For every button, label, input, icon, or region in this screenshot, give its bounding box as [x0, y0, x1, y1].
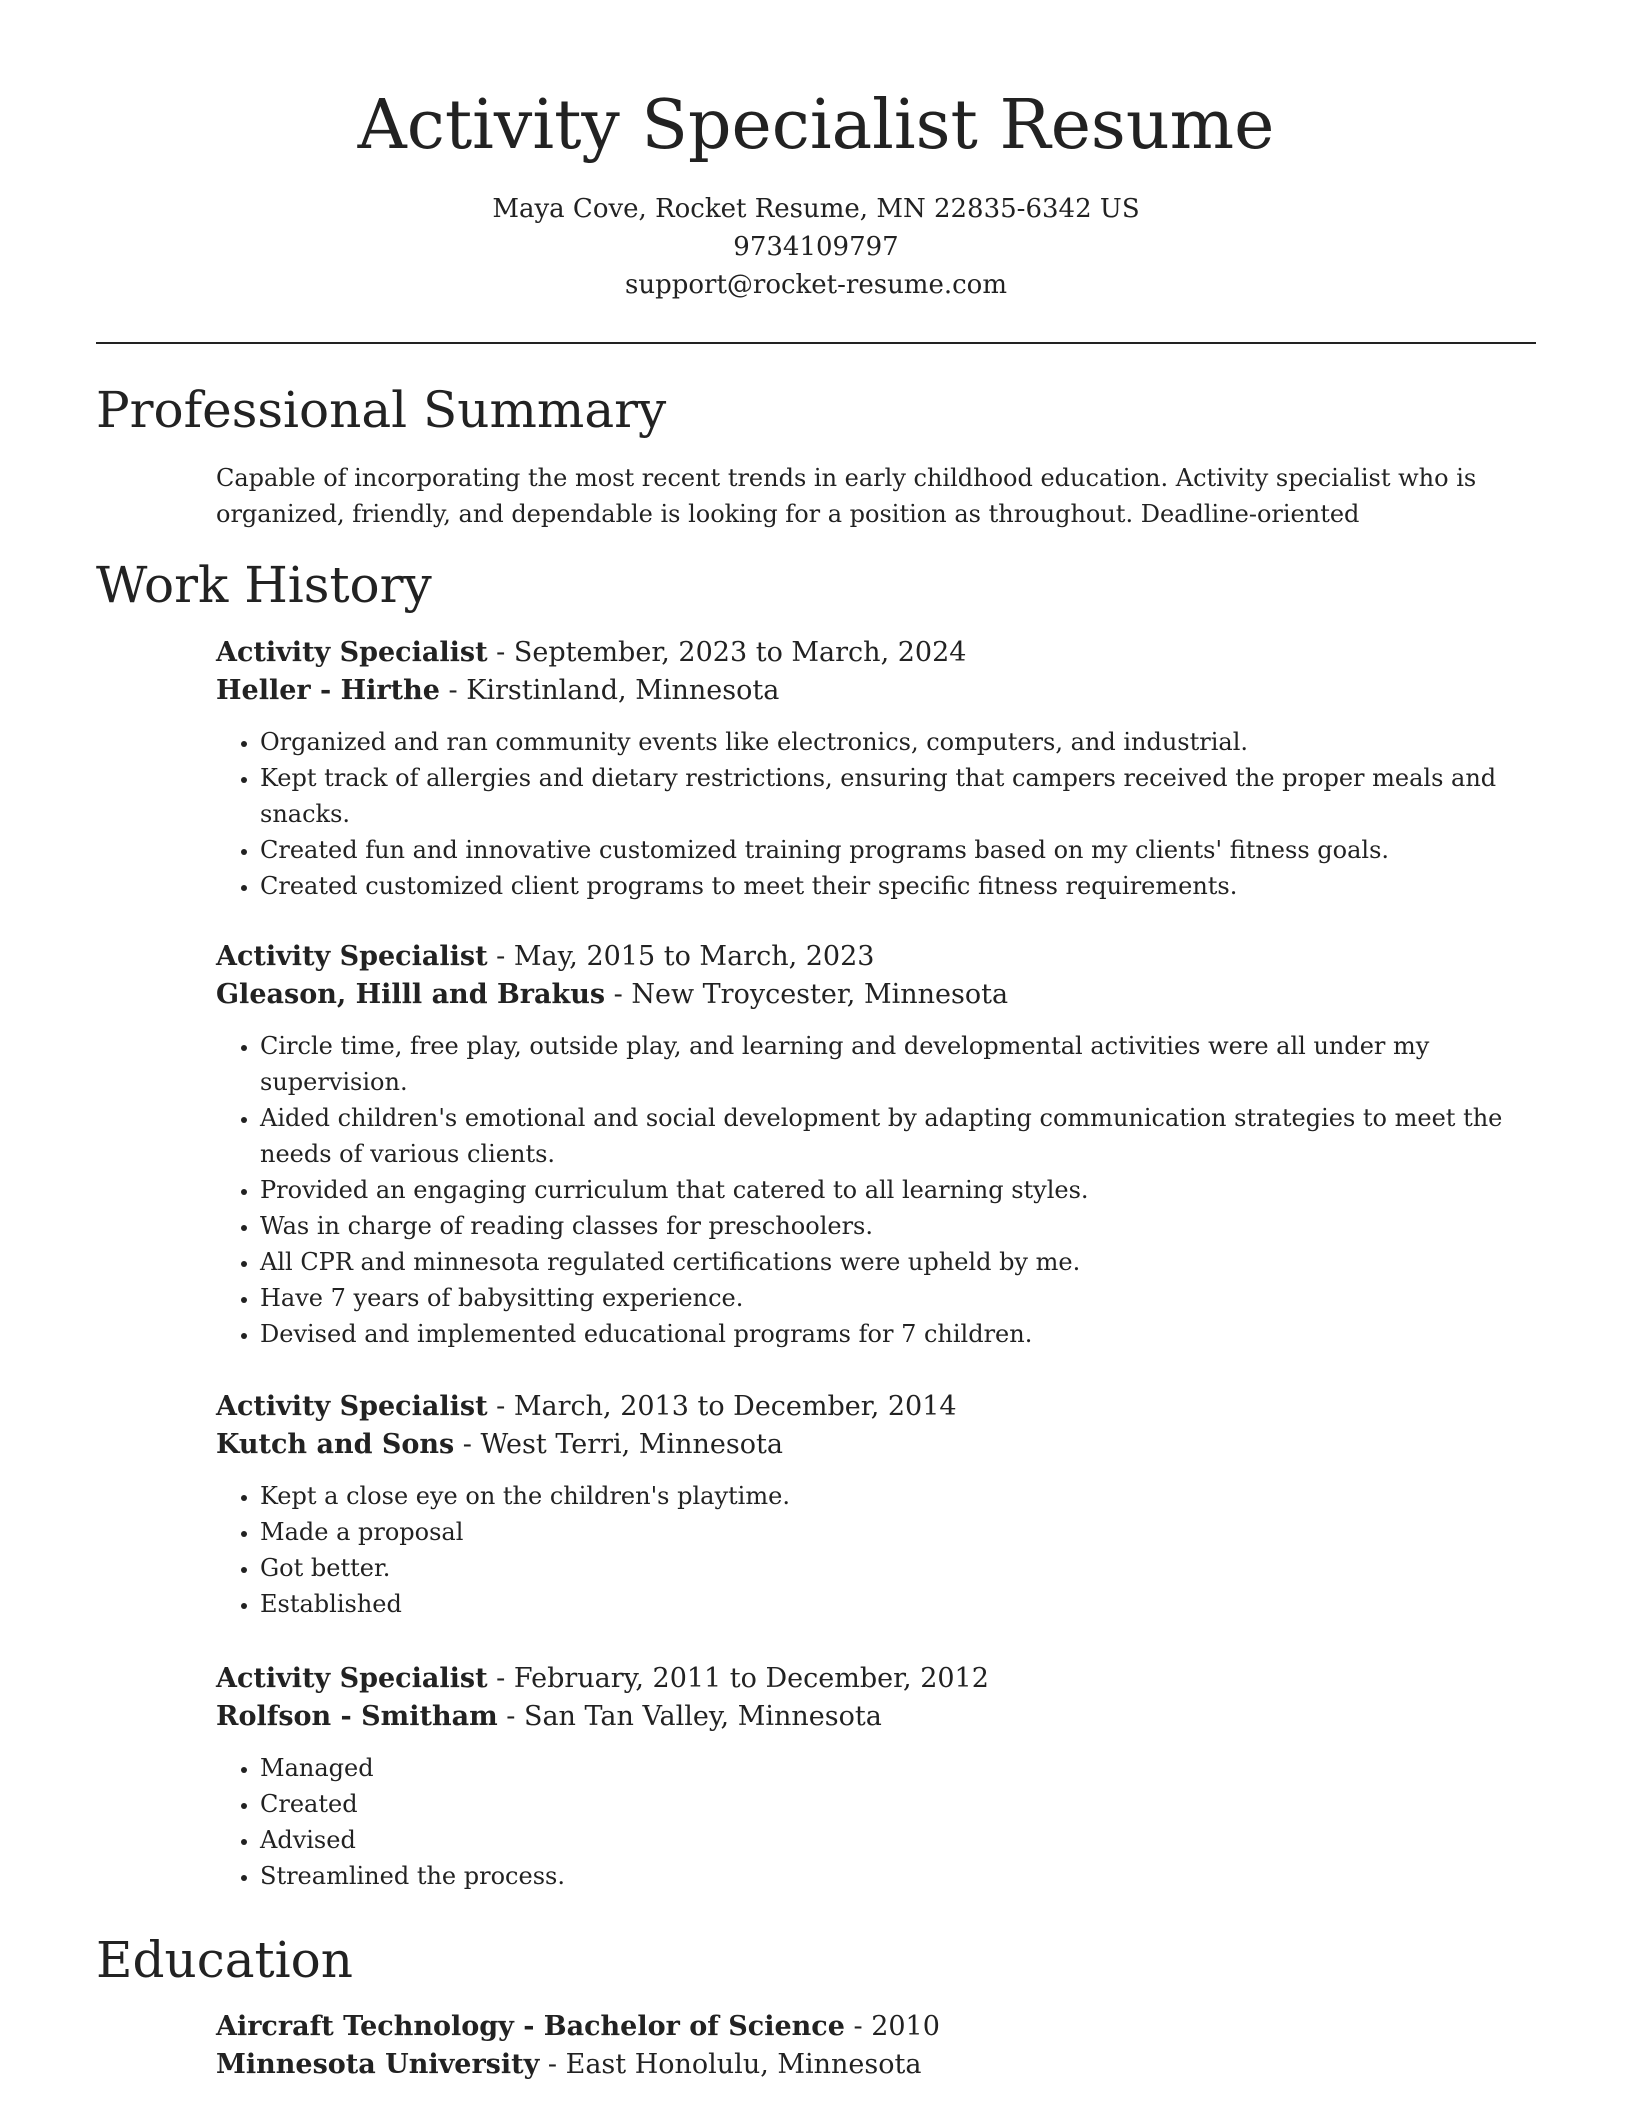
contact-phone: 9734109797: [733, 232, 899, 262]
job-bullet: • Was in charge of reading classes for preschoolers.: [260, 1208, 1516, 1244]
job-bullet: • Devised and implemented educational programs for 7 children.: [260, 1316, 1516, 1352]
job-bullet: • Aided children's emotional and social development by adapting communication strategies to meet the needs of various clients.: [260, 1100, 1516, 1172]
job-bullet: • All CPR and minnesota regulated certifications were upheld by me.: [260, 1244, 1516, 1280]
education-degree: Aircraft Technology - Bachelor of Science: [216, 2011, 845, 2042]
job-company-line: [216, 1698, 1516, 1736]
job-location: - San Tan Valley, Minnesota: [506, 1701, 882, 1732]
job-location: - Kirstinland, Minnesota: [448, 675, 780, 706]
job-bullet: • Have 7 years of babysitting experience.: [260, 1280, 1516, 1316]
job-title-line: [216, 1388, 1516, 1426]
job-bullet-list: [216, 1750, 1516, 1894]
job-company-line: [216, 1426, 1516, 1464]
job-company: Kutch and Sons: [216, 1429, 455, 1460]
job-title-line: [216, 938, 1516, 976]
header-divider: [96, 342, 1536, 344]
job-company-line: [216, 672, 1516, 710]
job-location: - West Terri, Minnesota: [462, 1429, 783, 1460]
job-bullet-list: [216, 1478, 1516, 1622]
job-bullet: • Streamlined the process.: [260, 1858, 1516, 1894]
job-company-line: [216, 976, 1516, 1014]
contact-block: [0, 190, 1632, 304]
job-bullet: • Provided an engaging curriculum that catered to all learning styles.: [260, 1172, 1516, 1208]
job-title: Activity Specialist: [216, 1391, 488, 1422]
work-entry: [216, 634, 1516, 904]
job-dates: - September, 2023 to March, 2024: [496, 637, 967, 668]
job-title: Activity Specialist: [216, 1663, 488, 1694]
work-entry: [216, 1660, 1516, 1894]
job-bullet: • Managed: [260, 1750, 1516, 1786]
education-year: - 2010: [853, 2011, 940, 2042]
job-bullet: • Circle time, free play, outside play, and learning and developmental activities were all under my supervision.: [260, 1028, 1516, 1100]
job-bullet: • Created customized client programs to meet their specific fitness requirements.: [260, 868, 1516, 904]
job-dates: - May, 2015 to March, 2023: [496, 941, 875, 972]
job-bullet: • Made a proposal: [260, 1514, 1516, 1550]
job-title: Activity Specialist: [216, 637, 488, 668]
contact-email: support@rocket-resume.com: [624, 270, 1007, 300]
education-heading: Education: [96, 1931, 353, 1989]
job-company: Rolfson - Smitham: [216, 1701, 498, 1732]
job-title: Activity Specialist: [216, 941, 488, 972]
job-dates: - March, 2013 to December, 2014: [496, 1391, 957, 1422]
summary-heading: Professional Summary: [96, 381, 667, 439]
job-title-line: [216, 634, 1516, 672]
job-bullet-list: [216, 1028, 1516, 1352]
job-bullet-list: [216, 724, 1516, 904]
resume-title: Activity Specialist Resume: [357, 86, 1275, 165]
summary-text: Capable of incorporating the most recent trends in early childhood education. Activity specialist who is organized, friendly, and dependable is looking for a position as throughout. Deadline-oriented: [216, 464, 1477, 528]
job-bullet: • Kept a close eye on the children's playtime.: [260, 1478, 1516, 1514]
work-entry: [216, 1388, 1516, 1622]
education-school: Minnesota University: [216, 2049, 540, 2080]
job-company: Gleason, Hilll and Brakus: [216, 979, 606, 1010]
job-bullet: • Advised: [260, 1822, 1516, 1858]
job-company: Heller - Hirthe: [216, 675, 440, 706]
work-entry: [216, 938, 1516, 1352]
work-history-heading: Work History: [96, 556, 432, 614]
job-title-line: [216, 1660, 1516, 1698]
job-bullet: • Kept track of allergies and dietary restrictions, ensuring that campers received the proper meals and snacks.: [260, 760, 1516, 832]
contact-address: Maya Cove, Rocket Resume, MN 22835-6342 US: [492, 194, 1140, 224]
job-bullet: • Established: [260, 1586, 1516, 1622]
job-location: - New Troycester, Minnesota: [613, 979, 1009, 1010]
education-degree-line: [216, 2008, 1516, 2046]
job-dates: - February, 2011 to December, 2012: [496, 1663, 989, 1694]
job-bullet: • Created: [260, 1786, 1516, 1822]
job-bullet: • Organized and ran community events like electronics, computers, and industrial.: [260, 724, 1516, 760]
education-entry: [216, 2008, 1516, 2084]
job-bullet: • Created fun and innovative customized training programs based on my clients' fitness goals.: [260, 832, 1516, 868]
education-location: - East Honolulu, Minnesota: [547, 2049, 922, 2080]
job-bullet: • Got better.: [260, 1550, 1516, 1586]
education-school-line: [216, 2046, 1516, 2084]
